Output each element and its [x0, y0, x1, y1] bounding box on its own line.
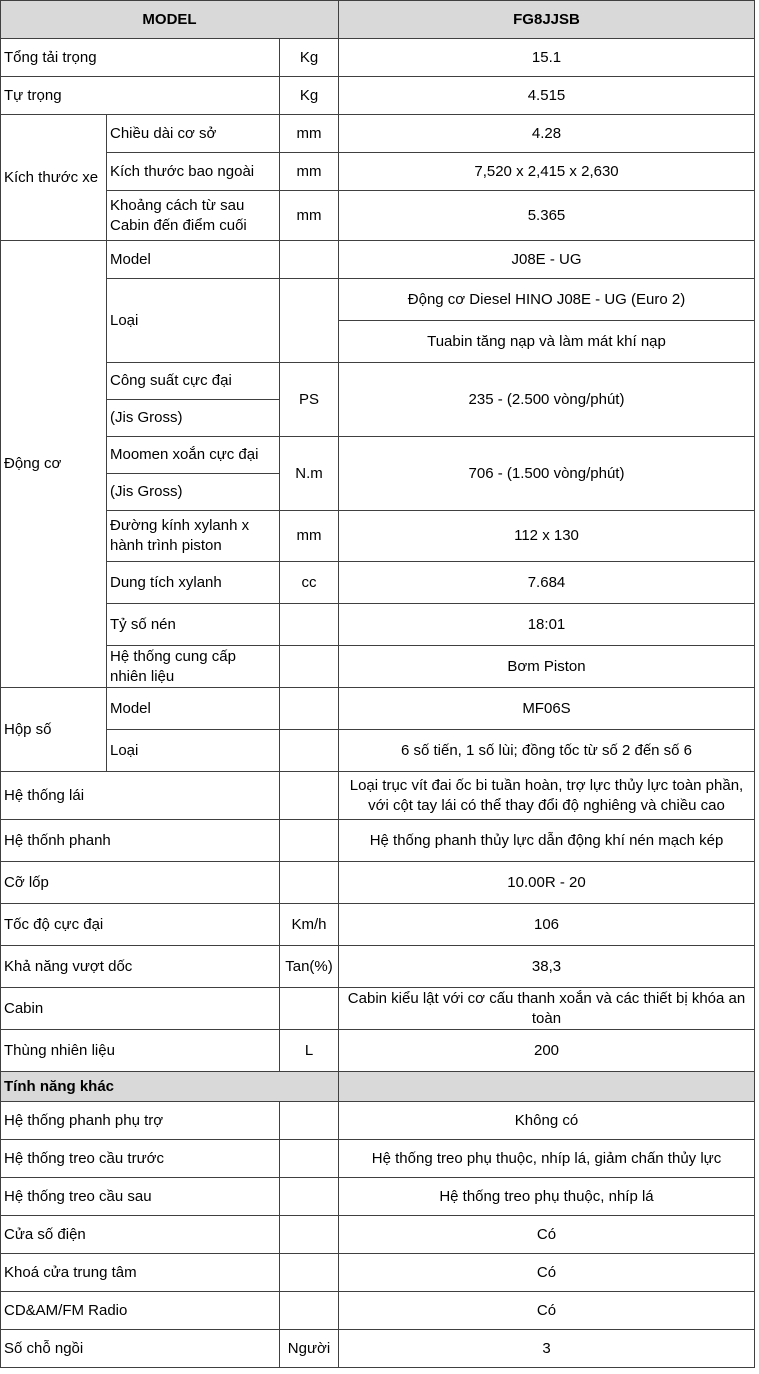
spec-label: Cỡ lốp: [1, 862, 280, 904]
spec-label: Loại: [107, 279, 280, 363]
spec-value: Động cơ Diesel HINO J08E - UG (Euro 2): [339, 279, 755, 321]
table-row: [1, 39, 755, 77]
spec-value: 10.00R - 20: [339, 862, 755, 904]
group-label: Kích thước xe: [1, 115, 107, 241]
spec-label: Khoá cửa trung tâm: [1, 1254, 280, 1292]
spec-unit: [280, 279, 339, 363]
spec-label: Thùng nhiên liệu: [1, 1030, 280, 1072]
spec-value: Có: [339, 1254, 755, 1292]
spec-unit: [280, 1216, 339, 1254]
spec-unit: Km/h: [280, 904, 339, 946]
table-row: [1, 772, 755, 820]
spec-unit: [280, 1102, 339, 1140]
spec-unit: [280, 730, 339, 772]
spec-value: Loại trục vít đai ốc bi tuần hoàn, trợ lực thủy lực toàn phần, với cột tay lái có thể thay đổi độ nghiêng và chiều cao: [339, 772, 755, 820]
spec-label: Hệ thống treo cầu sau: [1, 1178, 280, 1216]
table-row: [1, 191, 755, 241]
spec-unit: mm: [280, 511, 339, 562]
table-row: [1, 562, 755, 604]
table-row: [1, 646, 755, 688]
spec-label: Hệ thống treo cầu trước: [1, 1140, 280, 1178]
spec-unit: [280, 241, 339, 279]
spec-value: 7,520 x 2,415 x 2,630: [339, 153, 755, 191]
spec-unit: mm: [280, 191, 339, 241]
spec-unit: [280, 862, 339, 904]
spec-sublabel: (Jis Gross): [107, 474, 280, 511]
spec-label: Tốc độ cực đại: [1, 904, 280, 946]
table-row: [1, 115, 755, 153]
spec-value: MF06S: [339, 688, 755, 730]
spec-unit: L: [280, 1030, 339, 1072]
spec-value: 235 - (2.500 vòng/phút): [339, 363, 755, 437]
spec-label: Model: [107, 241, 280, 279]
spec-label: Đường kính xylanh x hành trình piston: [107, 511, 280, 562]
spec-value: Không có: [339, 1102, 755, 1140]
spec-label: Hệ thống phanh phụ trợ: [1, 1102, 280, 1140]
spec-label: Hệ thống cung cấp nhiên liệu: [107, 646, 280, 688]
model-header: MODEL: [1, 1, 339, 39]
spec-label: CD&AM/FM Radio: [1, 1292, 280, 1330]
spec-unit: [280, 988, 339, 1030]
table-row: [1, 241, 755, 279]
model-value: FG8JJSB: [339, 1, 755, 39]
table-row: [1, 820, 755, 862]
spec-unit: Tan(%): [280, 946, 339, 988]
table-row: [1, 904, 755, 946]
table-row: [1, 1030, 755, 1072]
spec-value: Hệ thống phanh thủy lực dẫn động khí nén mạch kép: [339, 820, 755, 862]
spec-label: Hệ thốnh phanh: [1, 820, 280, 862]
spec-value: Có: [339, 1216, 755, 1254]
spec-label: Moomen xoắn cực đại: [107, 437, 280, 474]
table-row: [1, 1254, 755, 1292]
table-row: [1, 153, 755, 191]
spec-value: Tuabin tăng nạp và làm mát khí nạp: [339, 321, 755, 363]
table-row: [1, 511, 755, 562]
table-row: [1, 688, 755, 730]
table-row: [1, 77, 755, 115]
spec-label: Hệ thống lái: [1, 772, 280, 820]
group-label: Động cơ: [1, 241, 107, 688]
spec-value: Hệ thống treo phụ thuộc, nhíp lá, giảm chấn thủy lực: [339, 1140, 755, 1178]
table-row: [1, 1140, 755, 1178]
header-row: [1, 1, 755, 39]
spec-value: 106: [339, 904, 755, 946]
spec-label: Số chỗ ngồi: [1, 1330, 280, 1368]
spec-unit: Kg: [280, 39, 339, 77]
table-row: [1, 862, 755, 904]
spec-label: Loại: [107, 730, 280, 772]
spec-label: Dung tích xylanh: [107, 562, 280, 604]
spec-label: Chiều dài cơ sở: [107, 115, 280, 153]
spec-label: Công suất cực đại: [107, 363, 280, 400]
spec-value: 4.28: [339, 115, 755, 153]
spec-value: 15.1: [339, 39, 755, 77]
spec-label: Khoảng cách từ sau Cabin đến điểm cuối: [107, 191, 280, 241]
spec-value: J08E - UG: [339, 241, 755, 279]
spec-unit: N.m: [280, 437, 339, 511]
table-row: [1, 437, 755, 474]
spec-label: Kích thước bao ngoài: [107, 153, 280, 191]
spec-unit: [280, 688, 339, 730]
table-row: [1, 1216, 755, 1254]
table-row: [1, 1102, 755, 1140]
spec-unit: cc: [280, 562, 339, 604]
spec-label: Cửa số điện: [1, 1216, 280, 1254]
spec-value: Bơm Piston: [339, 646, 755, 688]
spec-sublabel: (Jis Gross): [107, 400, 280, 437]
spec-value: 4.515: [339, 77, 755, 115]
section-title: Tính năng khác: [1, 1072, 339, 1102]
spec-value: 706 - (1.500 vòng/phút): [339, 437, 755, 511]
table-row: [1, 1178, 755, 1216]
spec-label: Tự trọng: [1, 77, 280, 115]
spec-label: Model: [107, 688, 280, 730]
spec-value: Có: [339, 1292, 755, 1330]
spec-label: Khả năng vượt dốc: [1, 946, 280, 988]
table-row: [1, 946, 755, 988]
spec-unit: [280, 1292, 339, 1330]
section-blank: [339, 1072, 755, 1102]
spec-unit: mm: [280, 115, 339, 153]
spec-value: 7.684: [339, 562, 755, 604]
spec-value: 200: [339, 1030, 755, 1072]
spec-unit: PS: [280, 363, 339, 437]
table-row: [1, 730, 755, 772]
section-row: [1, 1072, 755, 1102]
spec-unit: [280, 646, 339, 688]
spec-value: Hệ thống treo phụ thuộc, nhíp lá: [339, 1178, 755, 1216]
spec-unit: mm: [280, 153, 339, 191]
table-row: [1, 279, 755, 321]
group-label: Hộp số: [1, 688, 107, 772]
spec-unit: [280, 772, 339, 820]
spec-value: 6 số tiến, 1 số lùi; đồng tốc từ số 2 đến số 6: [339, 730, 755, 772]
table-row: [1, 1330, 755, 1368]
table-row: [1, 604, 755, 646]
spec-value: 18:01: [339, 604, 755, 646]
spec-unit: [280, 1178, 339, 1216]
spec-value: 38,3: [339, 946, 755, 988]
table-row: [1, 988, 755, 1030]
spec-unit: [280, 1254, 339, 1292]
spec-unit: [280, 1140, 339, 1178]
table-row: [1, 363, 755, 400]
spec-unit: Kg: [280, 77, 339, 115]
table-row: [1, 1292, 755, 1330]
spec-label: Cabin: [1, 988, 280, 1030]
spec-unit: [280, 820, 339, 862]
spec-value: 5.365: [339, 191, 755, 241]
spec-label: Tỷ số nén: [107, 604, 280, 646]
spec-value: 3: [339, 1330, 755, 1368]
spec-unit: Người: [280, 1330, 339, 1368]
spec-unit: [280, 604, 339, 646]
spec-label: Tổng tải trọng: [1, 39, 280, 77]
spec-value: Cabin kiểu lật với cơ cấu thanh xoắn và các thiết bị khóa an toàn: [339, 988, 755, 1030]
spec-value: 112 x 130: [339, 511, 755, 562]
